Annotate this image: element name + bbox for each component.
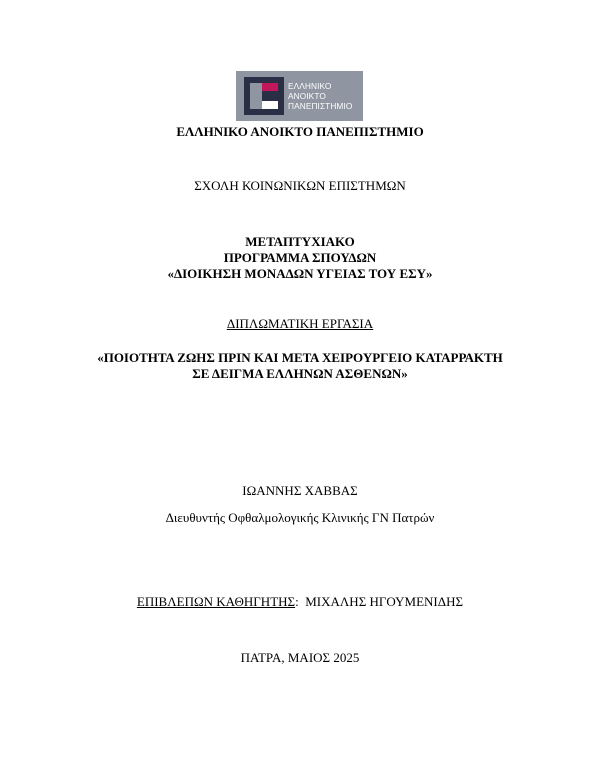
place-date: ΠΑΤΡΑ, ΜΑΙΟΣ 2025 [240,650,360,665]
logo-text-line-2: ΑΝΟΙΚΤΟ [288,91,326,101]
supervisor-separator: : [295,594,306,609]
university-name: ΕΛΛΗΝΙΚΟ ΑΝΟΙΚΤΟ ΠΑΝΕΠΙΣΤΗΜΙΟ [176,124,424,139]
thesis-title-line-1: «ΠΟΙΟΤΗΤΑ ΖΩΗΣ ΠΡΙΝ ΚΑΙ ΜΕΤΑ ΧΕΙΡΟΥΡΓΕΙΟ ΚΑΤΑΡΡΑΚΤΗ [97,350,503,365]
logo-text-line-1: ΕΛΛΗΝΙΚΟ [288,81,332,91]
thesis-title-line-2: ΣΕ ΔΕΙΓΜΑ ΕΛΛΗΝΩΝ ΑΣΘΕΝΩΝ» [192,366,408,381]
logo-text-line-3: ΠΑΝΕΠΙΣΤΗΜΙΟ [288,101,353,111]
author-position: Διευθυντής Οφθαλμολογικής Κλινικής ΓΝ Πατρών [165,510,435,525]
thesis-label: ΔΙΠΛΩΜΑΤΙΚΗ ΕΡΓΑΣΙΑ [226,316,374,331]
university-logo-text [288,81,362,111]
program-line-1: ΜΕΤΑΠΤΥΧΙΑΚΟ [245,234,355,249]
supervisor-name: ΜΙΧΑΛΗΣ ΗΓΟΥΜΕΝΙΔΗΣ [305,594,464,609]
school-name: ΣΧΟΛΗ ΚΟΙΝΩΝΙΚΩΝ ΕΠΙΣΤΗΜΩΝ [194,178,406,193]
university-logo-mark-icon [244,77,284,115]
supervisor-line [0,594,600,610]
university-logo [236,71,363,121]
program-line-2: ΠΡΟΓΡΑΜΜΑ ΣΠΟΥΔΩΝ [223,250,377,265]
program-line-3: «ΔΙΟΙΚΗΣΗ ΜΟΝΑΔΩΝ ΥΓΕΙΑΣ ΤΟΥ ΕΣΥ» [167,266,433,281]
author-name: ΙΩΑΝΝΗΣ ΧΑΒΒΑΣ [242,483,358,498]
supervisor-label: ΕΠΙΒΛΕΠΩΝ ΚΑΘΗΓΗΤΗΣ [136,594,296,609]
